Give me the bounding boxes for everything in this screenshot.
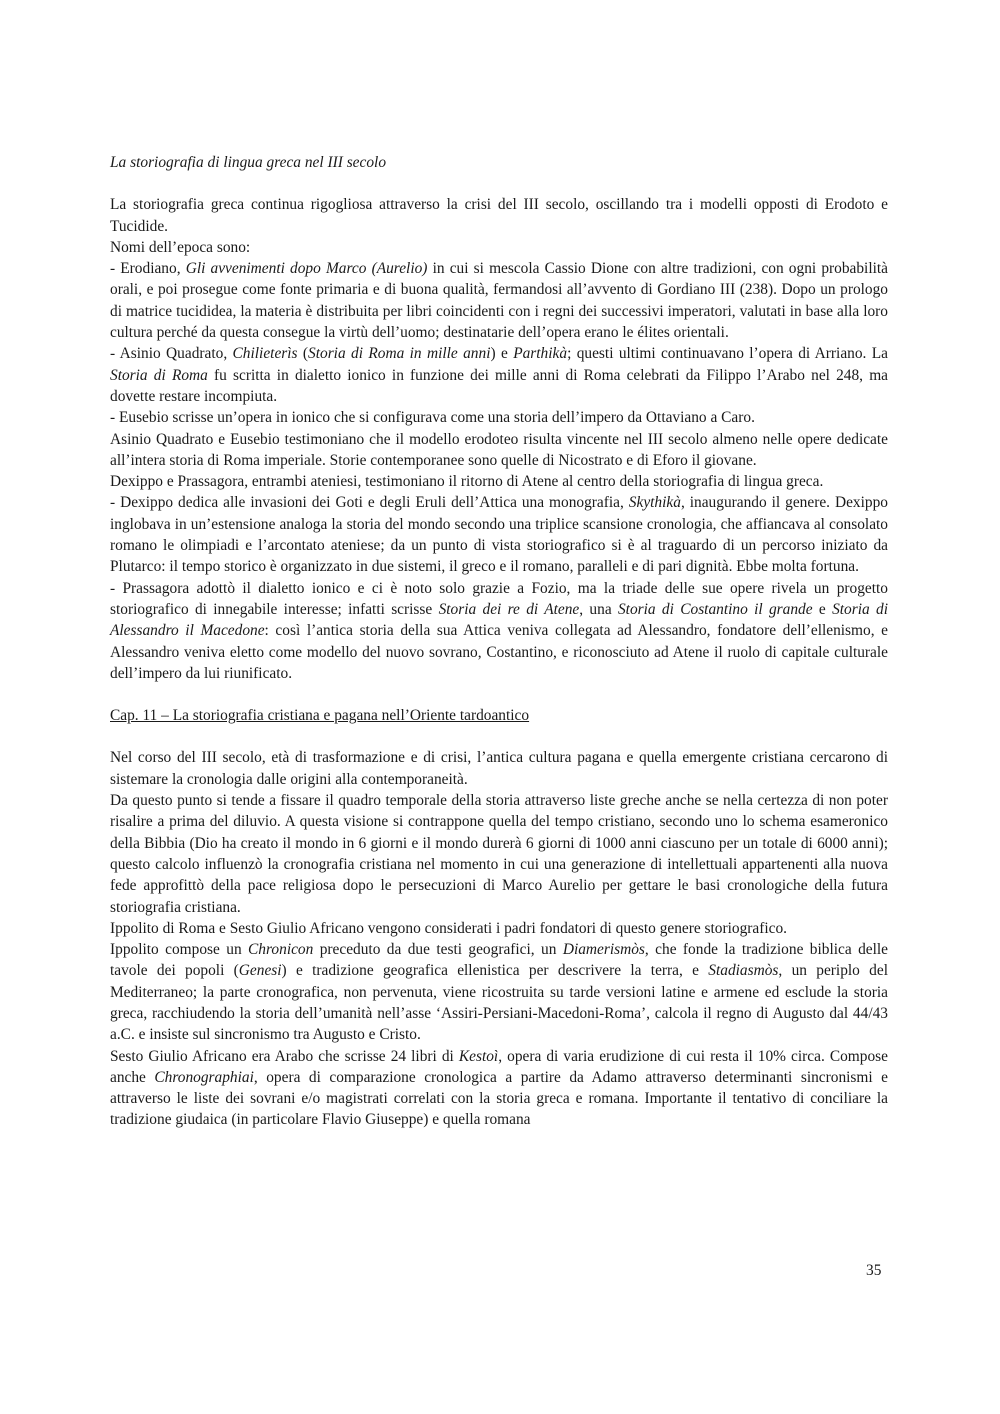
chapter-heading: Cap. 11 – La storiografia cristiana e pagana nell’Oriente tardoantico (110, 707, 530, 725)
paragraph: - Erodiano, Gli avvenimenti dopo Marco (Aurelio) in cui si mescola Cassio Dione con altre tradizioni, con ogni probabilità orali, e poi prosegue come fonte primaria e di buona qualità, fermandosi all’avvento di Gordiano III (238). Dopo un prologo di matrice tucididea, la materia è distribuita per libri coincidenti con i regni dei successivi imperatori, valutati in base alla loro cultura perché da questa consegue la virtù dell’uomo; destinatarie dell’opera erano le élites orientali. (110, 260, 888, 342)
paragraph: Nel corso del III secolo, età di trasformazione e di crisi, l’antica cultura pagana e quella emergente cristiana cercarono di sistemare la cronologia dalle origini alla contemporaneità. (110, 749, 888, 788)
paragraph: Asinio Quadrato e Eusebio testimoniano che il modello erodoteo risulta vincente nel III secolo almeno nelle opere dedicate all’intera storia di Roma imperiale. Storie contemporanee sono quelle di Nicostrato e di Eforo il giovane. (110, 430, 888, 469)
paragraph: Ippolito di Roma e Sesto Giulio Africano vengono considerati i padri fondatori di questo genere storiografico. (110, 919, 788, 937)
paragraph: Nomi dell’epoca sono: (110, 238, 251, 256)
section-heading: La storiografia di lingua greca nel III secolo (110, 154, 387, 171)
page-number: 35 (866, 1262, 882, 1279)
document-page (110, 152, 888, 1131)
paragraph: - Prassagora adottò il dialetto ionico e ci è noto solo grazie a Fozio, ma la triade delle sue opere rivela un progetto storiografico di innegabile interesse; infatti scrisse Storia dei re di Atene, una Storia di Costantino il grande e Storia di Alessandro il Macedone: così l’antica storia della sua Attica veniva collegata ad Alessandro, fondatore dell’ellenismo, e Alessandro veniva eletto come modello del nuovo sovrano, Costantino, e riconosciuto ad Atene il ruolo di capitale culturale dell’impero da lui riunificato. (110, 579, 888, 682)
paragraph: La storiografia greca continua rigogliosa attraverso la crisi del III secolo, oscillando tra i modelli opposti di Erodoto e Tucidide. (110, 196, 888, 235)
paragraph: - Eusebio scrisse un’opera in ionico che si configurava come una storia dell’impero da Ottaviano a Caro. (110, 409, 755, 427)
paragraph: Ippolito compose un Chronicon preceduto da due testi geografici, un Diamerismòs, che fonde la tradizione biblica delle tavole dei popoli (Genesi) e tradizione geografica ellenistica per descrivere la terra, e Stadiasmòs, un periplo del Mediterraneo; la parte cronografica, non pervenuta, viene ricostruita su tarde versioni latine e armene ed esclude la storia greca, racchiudendo la storia dell’umanità nell’asse ‘Assiri-Persiani-Macedoni-Roma’, calcola il regno di Augusto dal 44/43 a.C. e insiste sul sincronismo tra Augusto e Cristo. (110, 941, 888, 1044)
paragraph: Da questo punto si tende a fissare il quadro temporale della storia attraverso liste greche anche se nella certezza di non poter risalire a prima del diluvio. A questa visione si contrappone quella del tempo cristiano, secondo uno lo schema esameronico della Bibbia (Dio ha creato il mondo in 6 giorni e il mondo durerà 6 giorni di 1000 anni ciascuno per un totale di 6000 anni); questo calcolo influenzò la cronografia cristiana nel momento in cui una generazione di intellettuali appartenenti alla nuova fede approfittò della pace religiosa dopo le persecuzioni di Marco Aurelio per gettare le basi cronologiche della futura storiografia cristiana. (110, 792, 888, 916)
paragraph: Dexippo e Prassagora, entrambi ateniesi, testimoniano il ritorno di Atene al centro della storiografia di lingua greca. (110, 473, 824, 491)
paragraph: - Asinio Quadrato, Chilieterìs (Storia di Roma in mille anni) e Parthikà; questi ultimi continuavano l’opera di Arriano. La Storia di Roma fu scritta in dialetto ionico in funzione dei mille anni di Roma celebrati da Filippo l’Arabo nel 248, ma dovette restare incompiuta. (110, 345, 889, 405)
paragraph: Sesto Giulio Africano era Arabo che scrisse 24 libri di Kestoì, opera di varia erudizione di cui resta il 10% circa. Compose anche Chronographiai, opera di comparazione cronologica a partire da Adamo attraverso determinanti sincronismi e attraverso le liste dei sovrani e/o magistrati correlati con la storia greca e romana. Importante il tentativo di conciliare la tradizione giudaica (in particolare Flavio Giuseppe) e quella romana (110, 1047, 888, 1129)
paragraph: - Dexippo dedica alle invasioni dei Goti e degli Eruli dell’Attica una monografia, Skythikà, inaugurando il genere. Dexippo inglobava in un’estensione analoga la storia del mondo secondo una triplice scansione cronologia, che affiancava al consolato romano le olimpiadi e l’arcontato ateniese; da un punto di vista storiografico si è al traguardo di un percorso iniziato da Plutarco: il tempo storico è organizzato in due sistemi, il greco e il romano, paralleli e di pari dignità. Ebbe molta fortuna. (110, 494, 888, 576)
